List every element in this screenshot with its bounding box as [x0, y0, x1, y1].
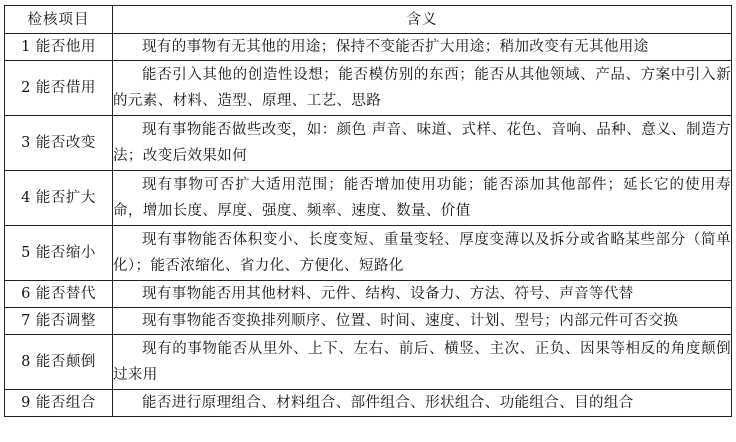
row-meaning-cell: 现有事物能否体积变小、长度变短、重量变轻、厚度变薄以及拆分或省略某些部分（简单化）；能否浓缩化、省力化、方便化、短路化: [113, 226, 732, 281]
table-row: [5, 171, 732, 226]
row-meaning-cell: 现有事物能否变换排列顺序、位置、时间、速度、计划、型号；内部元件可否交换: [113, 308, 732, 335]
table-row: [5, 335, 732, 390]
row-item-cell: [5, 390, 113, 417]
row-number: 9: [21, 395, 31, 411]
row-item-cell: [5, 61, 113, 116]
row-meaning-cell: 能否引入其他的创造性设想；能否模仿别的东西；能否从其他领域、产品、方案中引入新的元素、材料、造型、原理、工艺、思路: [113, 61, 732, 116]
row-item-label: 能否替代: [35, 286, 96, 302]
row-meaning-cell: 现有事物能否用其他材料、元件、结构、设备力、方法、符号、声音等代替: [113, 281, 732, 308]
table-body: [5, 34, 732, 417]
table-row: [5, 308, 732, 335]
row-item-label: 能否组合: [35, 395, 96, 411]
checklist-table: [4, 5, 732, 417]
header-meaning: 含义: [113, 6, 732, 34]
row-item-cell: [5, 116, 113, 171]
table-row: [5, 116, 732, 171]
row-meaning-cell: 能否进行原理组合、材料组合、部件组合、形状组合、功能组合、目的组合: [113, 390, 732, 417]
row-item-cell: [5, 171, 113, 226]
row-number: 4: [21, 190, 31, 206]
header-item: 检核项目: [5, 6, 113, 34]
row-number: 7: [21, 313, 31, 329]
row-item-cell: [5, 281, 113, 308]
row-item-label: 能否缩小: [35, 245, 96, 261]
row-number: 3: [21, 135, 31, 151]
row-meaning-cell: 现有的事物有无其他的用途；保持不变能否扩大用途；稍加改变有无其他用途: [113, 34, 732, 61]
header-row: [5, 6, 732, 34]
row-number: 5: [21, 245, 31, 261]
row-item-label: 能否扩大: [35, 190, 96, 206]
table-row: [5, 390, 732, 417]
row-number: 8: [21, 354, 31, 370]
row-item-label: 能否借用: [35, 80, 96, 96]
row-item-label: 能否颠倒: [35, 354, 96, 370]
row-item-cell: [5, 335, 113, 390]
row-number: 6: [21, 286, 31, 302]
table-row: [5, 34, 732, 61]
row-meaning-cell: 现有事物能否做些改变，如：颜色 声音、味道、式样、花色、音响、品种、意义、制造方法；改变后效果如何: [113, 116, 732, 171]
row-meaning-cell: 现有事物可否扩大适用范围；能否增加使用功能；能否添加其他部件；延长它的使用寿命，增加长度、厚度、强度、频率、速度、数量、价值: [113, 171, 732, 226]
row-item-label: 能否改变: [35, 135, 96, 151]
row-number: 1: [21, 39, 31, 55]
row-number: 2: [21, 80, 31, 96]
row-meaning-cell: 现有的事物能否从里外、上下、左右、前后、横竖、主次、正负、因果等相反的角度颠倒过来用: [113, 335, 732, 390]
row-item-cell: [5, 226, 113, 281]
row-item-cell: [5, 308, 113, 335]
table-row: [5, 61, 732, 116]
row-item-label: 能否他用: [35, 39, 96, 55]
table-row: [5, 226, 732, 281]
table-row: [5, 281, 732, 308]
row-item-label: 能否调整: [35, 313, 96, 329]
row-item-cell: [5, 34, 113, 61]
